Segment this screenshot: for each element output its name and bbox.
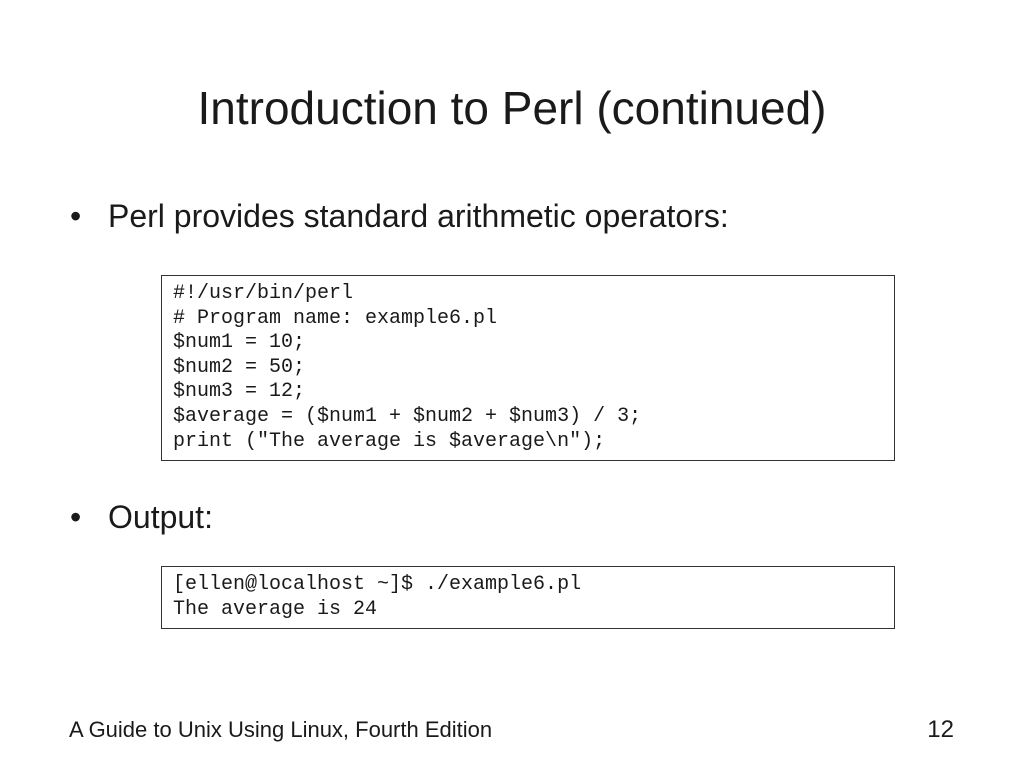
code-line: print ("The average is $average\n"); <box>173 429 606 453</box>
bullet-text: Perl provides standard arithmetic operators: <box>108 198 729 234</box>
code-line: $num2 = 50; <box>173 355 306 379</box>
code-line: $average = ($num1 + $num2 + $num3) / 3; <box>173 404 642 428</box>
code-line: $num1 = 10; <box>173 331 306 355</box>
bullet-item <box>70 196 729 236</box>
bullet-marker: • <box>70 499 82 535</box>
bullet-item <box>70 497 213 537</box>
page-number: 12 <box>927 716 954 743</box>
output-listing <box>161 566 895 629</box>
code-line: #!/usr/bin/perl <box>173 282 354 305</box>
output-line: [ellen@localhost ~]$ ./example6.pl <box>173 573 582 596</box>
code-listing <box>161 275 895 461</box>
bullet-text: Output: <box>108 499 213 535</box>
bullet-marker: • <box>70 198 82 234</box>
code-line: # Program name: example6.pl <box>173 306 498 330</box>
code-line: $num3 = 12; <box>173 380 306 404</box>
slide-title: Introduction to Perl (continued) <box>197 82 827 134</box>
output-line: The average is 24 <box>173 597 378 621</box>
footer-text: A Guide to Unix Using Linux, Fourth Edition <box>69 717 493 742</box>
